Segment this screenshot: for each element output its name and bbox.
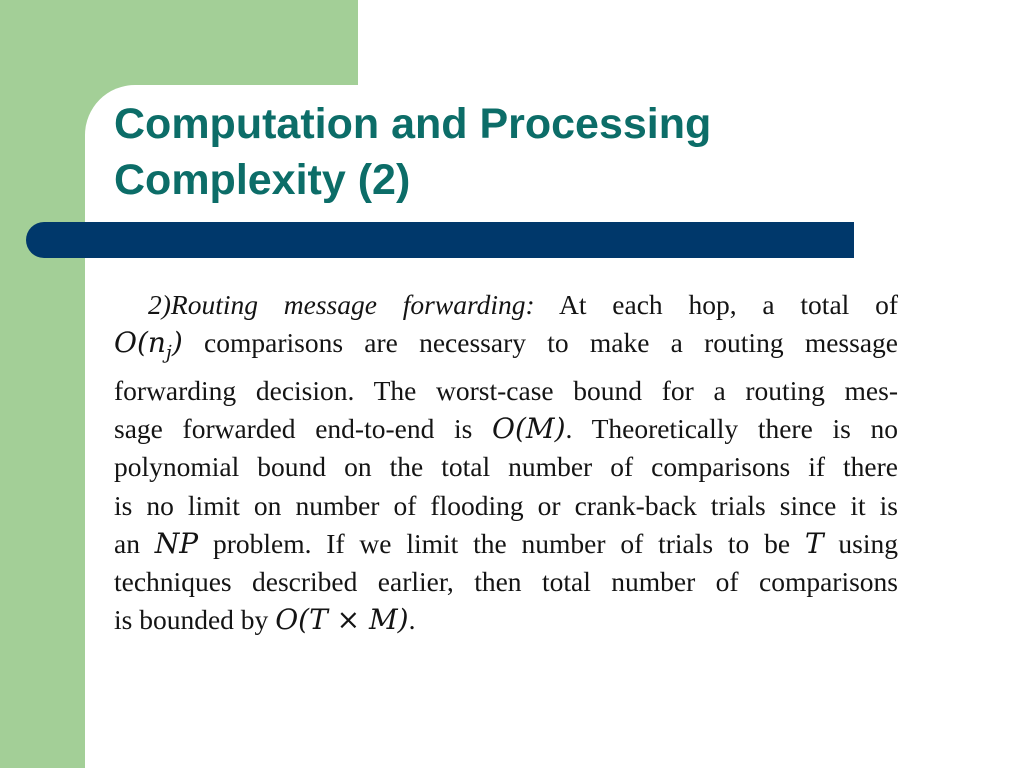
excerpt-heading: 2)Routing message forwarding: xyxy=(148,289,535,320)
excerpt-line xyxy=(114,525,898,563)
excerpt-text: is bounded by xyxy=(114,604,276,636)
excerpt-text: sage forwarded end-to-end is xyxy=(114,413,493,445)
excerpt-text: problem. If we limit the number of trials to be xyxy=(198,527,805,559)
math-expression: O(M) xyxy=(492,412,566,446)
slide-title-line-2: Complexity (2) xyxy=(114,156,411,204)
excerpt-line xyxy=(114,563,898,601)
excerpt-text: . xyxy=(408,604,416,636)
excerpt-text: an xyxy=(114,527,155,559)
excerpt-text: comparisons are necessary to make a routing message xyxy=(182,327,898,359)
excerpt-text: using xyxy=(823,527,898,559)
math-subscript: j xyxy=(165,341,172,364)
excerpt-line xyxy=(114,372,898,410)
math-expression: NP xyxy=(154,526,199,560)
excerpt-line xyxy=(114,286,898,324)
excerpt-text: . Theoretically there is no xyxy=(565,413,898,445)
excerpt-line xyxy=(114,324,898,372)
excerpt-line xyxy=(114,410,898,448)
math-expression: O(T × M) xyxy=(275,603,409,637)
paper-excerpt-image xyxy=(114,286,898,639)
slide-title xyxy=(114,96,874,208)
excerpt-line xyxy=(114,448,898,486)
excerpt-text: At each hop, a total of xyxy=(534,289,899,320)
title-divider-bar xyxy=(26,222,854,258)
excerpt-text: is no limit on number of flooding or crank-back trials since it is xyxy=(114,489,898,521)
math-expression: ) xyxy=(171,326,183,360)
excerpt-text: techniques described earlier, then total number of comparisons xyxy=(114,565,898,597)
math-expression: O(n xyxy=(114,326,166,360)
decorative-green-band-left xyxy=(0,0,85,768)
slide-title-line-1: Computation and Processing xyxy=(114,100,712,148)
excerpt-line xyxy=(114,601,898,639)
excerpt-line xyxy=(114,487,898,525)
excerpt-text: forwarding decision. The worst-case bound for a routing mes- xyxy=(114,374,898,406)
excerpt-text: polynomial bound on the total number of comparisons if there xyxy=(114,451,898,483)
math-expression: T xyxy=(804,526,824,560)
